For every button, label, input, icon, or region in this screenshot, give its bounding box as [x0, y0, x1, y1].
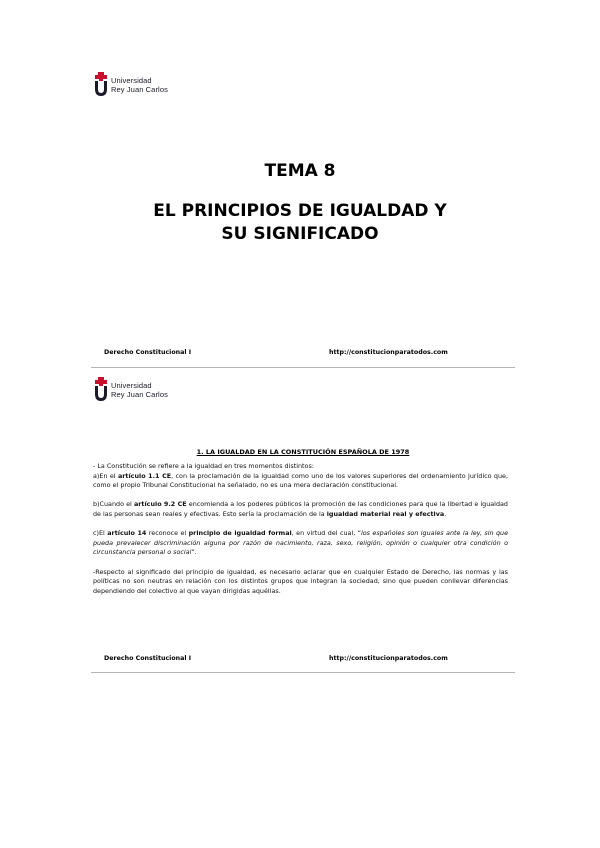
para-a-article: artículo 1.1 CE	[117, 471, 172, 480]
logo-line-1: Universidad	[111, 76, 152, 85]
page-footer	[104, 349, 516, 363]
logo-line-2: Rey Juan Carlos	[111, 390, 168, 399]
para-b-post: .	[444, 509, 447, 518]
para-b-mid: encomienda a los poderes públicos la promoción de las condiciones para que la libertad e igualdad de las personas sean reales y efectivas. Esto sería la proclamación de la	[93, 500, 508, 518]
paragraph-c	[93, 529, 508, 558]
page-footer	[104, 655, 516, 669]
title-line-a: EL PRINCIPIOS DE IGUALDAD Y	[153, 201, 447, 221]
footer-url: http://constitucionparatodos.com	[329, 655, 448, 662]
page-title-main	[0, 200, 600, 246]
para-c-emphasis: principio de igualdad formal	[188, 529, 292, 538]
urjc-crest-icon	[94, 377, 108, 403]
para-a-post: , con la proclamación de la igualdad como uno de los valores superiores del ordenamiento jurídico que, como el propio Tribunal Constitucional ha señalado, no es una mera declaración constitucional.	[93, 471, 508, 490]
para-c-article: artículo 14	[107, 529, 147, 538]
para-c-quote: los españoles son iguales ante la ley, sin que pueda prevalecer discriminación alguna por razón de nacimiento, raza, sexo, religión, opinión o cualquier otra condición o circunstancia personal o social	[93, 529, 509, 557]
para-a-pre: a)En el	[93, 471, 118, 480]
para-c-pre: c)El	[93, 529, 108, 538]
urjc-crest-icon	[94, 72, 108, 98]
footer-url: http://constitucionparatodos.com	[329, 349, 448, 356]
university-logo	[94, 377, 168, 403]
page-divider	[91, 367, 515, 368]
section-heading: 1. LA IGUALDAD EN LA CONSTITUCIÓN ESPAÑOLA DE 1978	[196, 448, 410, 456]
logo-line-1: Universidad	[111, 381, 152, 390]
page-title-tema: TEMA 8	[264, 161, 336, 181]
document-body	[93, 462, 508, 596]
footer-course: Derecho Constitucional I	[104, 655, 192, 662]
para-c-mid1: reconoce el	[146, 529, 189, 538]
page-divider	[91, 672, 515, 673]
para-c-post: ”.	[191, 548, 197, 557]
university-logo	[94, 72, 168, 98]
footer-course: Derecho Constitucional I	[104, 349, 192, 356]
para-b-article: artículo 9.2 CE	[133, 500, 187, 509]
intro-paragraph: - La Constitución se refiere a la igualdad en tres momentos distintos:	[93, 462, 314, 470]
title-line-b: SU SIGNIFICADO	[221, 224, 379, 244]
para-c-mid2: , en virtud del cual, “	[291, 529, 361, 538]
para-b-emphasis: igualdad material real y efectiva	[326, 509, 445, 518]
paragraph-b	[93, 500, 508, 519]
logo-line-2: Rey Juan Carlos	[111, 85, 168, 94]
paragraph-a	[93, 472, 508, 491]
paragraph-d: -Respecto al significado del principio de igualdad, es necesario aclarar que en cualquier Estado de Derecho, las normas y las políticas no son neutras en relación con los distintos grupos que integran la sociedad, sino que pueden conllevar diferencias dependiendo del colectivo al que vayan dirigidas aquéllas.	[93, 567, 508, 595]
para-b-pre: b)Cuando el	[93, 500, 134, 509]
